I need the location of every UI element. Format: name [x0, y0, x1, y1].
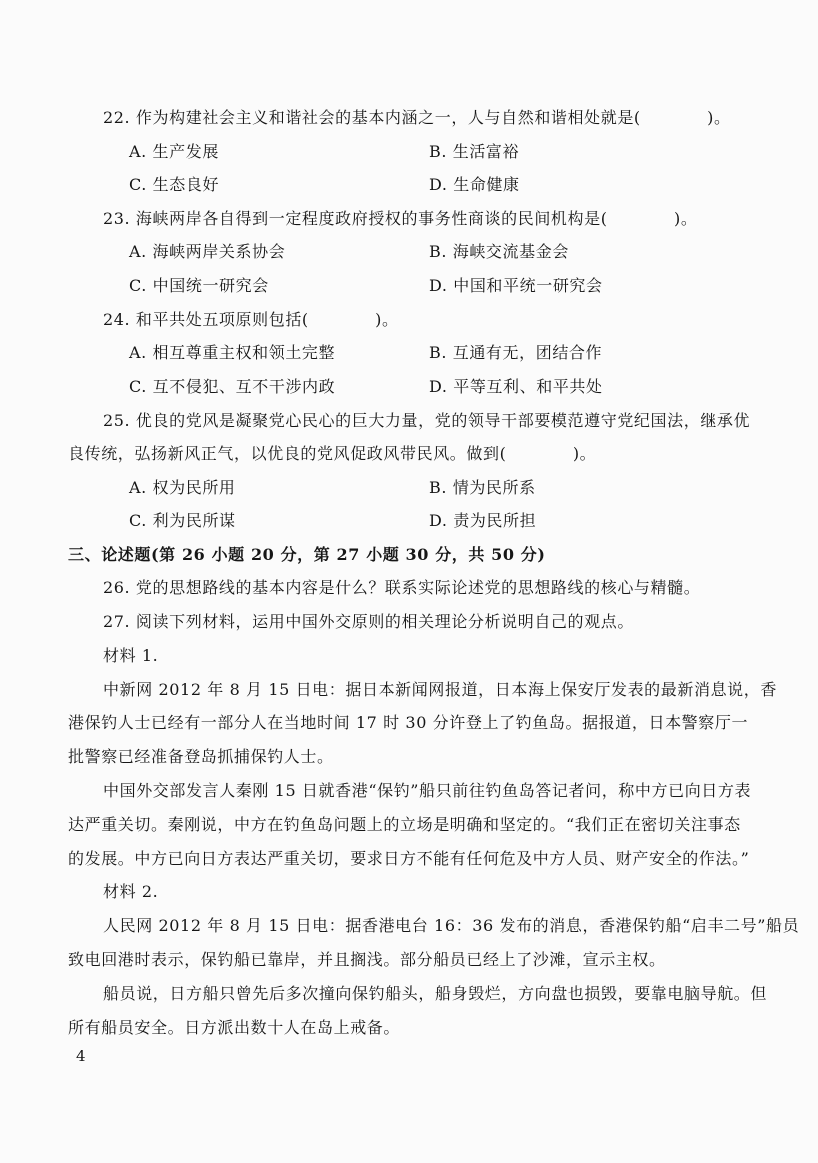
- question-24-stem: 24. 和平共处五项原则包括( )。: [103, 310, 399, 329]
- material-2-label: 材料 2.: [103, 882, 159, 901]
- material-2-para-2-line-2: 所有船员安全。日方派出数十人在岛上戒备。: [68, 1018, 401, 1037]
- question-22-option-d: D. 生命健康: [429, 175, 520, 194]
- question-22-option-a: A. 生产发展: [129, 142, 219, 161]
- material-1-label: 材料 1.: [103, 646, 159, 665]
- question-25-stem-line-2: 良传统，弘扬新风正气，以优良的党风促政风带民风。做到( )。: [68, 444, 597, 463]
- page-number: 4: [76, 1047, 86, 1065]
- material-2-para-1-line-1: 人民网 2012 年 8 月 15 日电：据香港电台 16：36 发布的消息，香港保钓船“启丰二号”船员: [103, 916, 800, 935]
- question-23-option-d: D. 中国和平统一研究会: [429, 276, 603, 295]
- question-24-option-b: B. 互通有无，团结合作: [429, 343, 603, 362]
- material-2-para-2-line-1: 船员说，日方船只曾先后多次撞向保钓船头，船身毁烂，方向盘也损毁，要靠电脑导航。但: [103, 984, 768, 1003]
- material-1-para-2-line-2: 达严重关切。秦刚说，中方在钓鱼岛问题上的立场是明确和坚定的。“我们正在密切关注事态: [68, 815, 741, 834]
- question-25-option-a: A. 权为民所用: [129, 478, 236, 497]
- question-24-option-a: A. 相互尊重主权和领土完整: [129, 343, 336, 362]
- material-1-para-2-line-3: 的发展。中方已向日方表达严重关切，要求日方不能有任何危及中方人员、财产安全的作法。”: [68, 849, 750, 868]
- question-23-option-c: C. 中国统一研究会: [129, 276, 269, 295]
- question-25-option-d: D. 责为民所担: [429, 511, 537, 530]
- section-3-heading: 三、论述题(第 26 小题 20 分，第 27 小题 30 分，共 50 分): [68, 545, 546, 564]
- question-23-option-a: A. 海峡两岸关系协会: [129, 242, 286, 261]
- material-2-para-1-line-2: 致电回港时表示，保钓船已靠岸，并且搁浅。部分船员已经上了沙滩，宣示主权。: [68, 950, 666, 969]
- question-23-option-b: B. 海峡交流基金会: [429, 242, 569, 261]
- question-26-stem: 26. 党的思想路线的基本内容是什么？联系实际论述党的思想路线的核心与精髓。: [103, 578, 701, 597]
- question-23-stem: 23. 海峡两岸各自得到一定程度政府授权的事务性商谈的民间机构是( )。: [103, 209, 698, 228]
- material-1-para-1-line-2: 港保钓人士已经有一部分人在当地时间 17 时 30 分许登上了钓鱼岛。据报道，日本警察厅一: [68, 713, 749, 732]
- question-25-stem-line-1: 25. 优良的党风是凝聚党心民心的巨大力量，党的领导干部要模范遵守党纪国法，继承优: [103, 411, 751, 430]
- question-22-option-b: B. 生活富裕: [429, 142, 520, 161]
- question-22-stem: 22. 作为构建社会主义和谐社会的基本内涵之一，人与自然和谐相处就是( )。: [103, 108, 731, 127]
- question-25-option-c: C. 利为民所谋: [129, 511, 236, 530]
- question-24-option-c: C. 互不侵犯、互不干涉内政: [129, 377, 336, 396]
- question-27-stem: 27. 阅读下列材料，运用中国外交原则的相关理论分析说明自己的观点。: [103, 612, 634, 631]
- material-1-para-2-line-1: 中国外交部发言人秦刚 15 日就香港“保钓”船只前往钓鱼岛答记者问，称中方已向日方表: [103, 781, 752, 800]
- material-1-para-1-line-3: 批警察已经准备登岛抓捕保钓人士。: [68, 747, 334, 766]
- question-24-option-d: D. 平等互利、和平共处: [429, 377, 603, 396]
- question-25-option-b: B. 情为民所系: [429, 478, 536, 497]
- question-22-option-c: C. 生态良好: [129, 175, 220, 194]
- material-1-para-1-line-1: 中新网 2012 年 8 月 15 日电：据日本新闻网报道，日本海上保安厅发表的最新消息说，香: [103, 680, 777, 699]
